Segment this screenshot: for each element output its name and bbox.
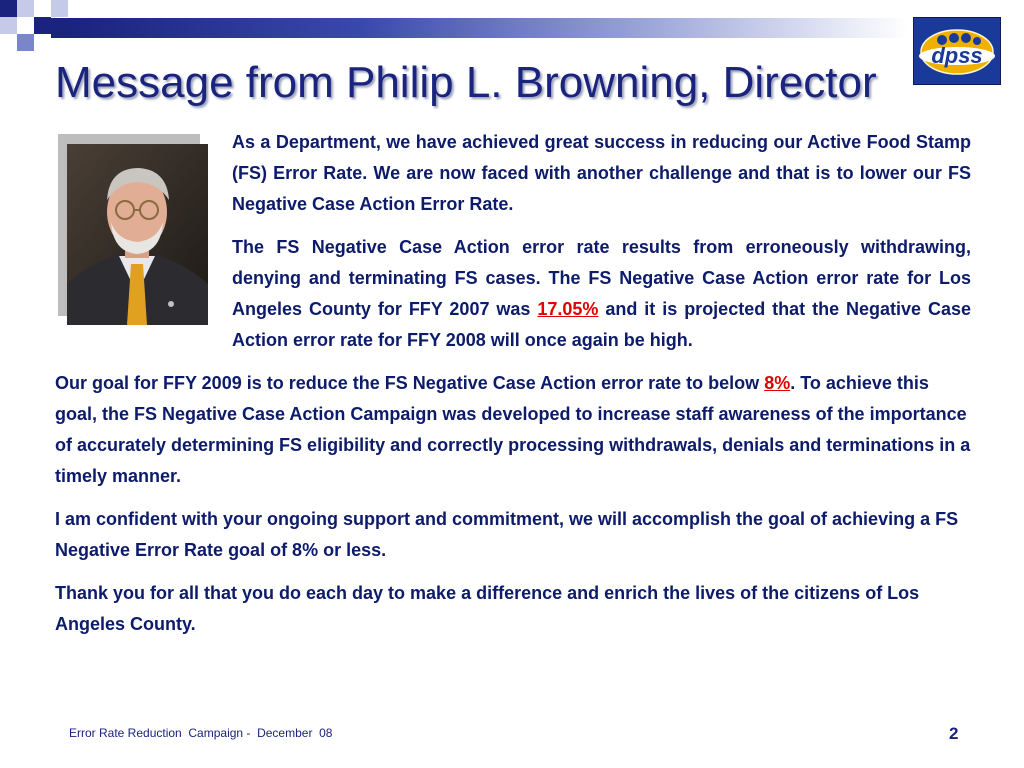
- paragraph-3: [55, 368, 971, 492]
- corner-square: [34, 0, 51, 17]
- slide-footer: Error Rate Reduction Campaign - December 08: [69, 726, 333, 740]
- paragraph-2-text-b: and it is projected that the Negative Case Action error rate for FFY 2008 will once again be high.: [232, 299, 972, 350]
- paragraph-1: As a Department, we have achieved great success in reducing our Active Food Stamp (FS) Error Rate. We are now faced with another challenge and that is to lower our FS Negative Case Action Error Rate.: [232, 132, 971, 214]
- error-rate-2007-highlight: 17.05%: [537, 299, 599, 319]
- corner-square: [0, 0, 17, 17]
- message-body: [55, 127, 971, 652]
- corner-square: [51, 0, 68, 17]
- page-number: 2: [949, 724, 959, 743]
- corner-square: [17, 17, 34, 34]
- goal-rate-highlight: 8%: [764, 373, 791, 393]
- paragraph-2-text-a: The FS Negative Case Action error rate results from erroneously withdrawing, denying and terminating FS cases. The FS Negative Case Action error rate for Los Angeles County for FFY 2007 was: [232, 237, 971, 319]
- paragraph-4: I am confident with your ongoing support and commitment, we will accomplish the goal of achieving a FS Negative Error Rate goal of 8% or less.: [55, 509, 959, 560]
- corner-square: [17, 0, 34, 17]
- corner-square: [34, 17, 51, 34]
- header-bar-cap: [51, 18, 68, 38]
- slide-title: Message from Philip L. Browning, Director: [55, 58, 877, 107]
- paragraph-3-text-b: . To achieve this goal, the FS Negative Case Action Campaign was developed to increase staff awareness of the importance of accurately determining FS eligibility and correctly processing withdrawals, denials and terminations in a timely manner.: [55, 373, 971, 486]
- photo-spacer: [55, 127, 232, 353]
- corner-square: [0, 34, 17, 51]
- corner-square: [17, 34, 34, 51]
- dpss-logo-icon: [913, 17, 1001, 85]
- header-gradient-bar: [68, 18, 908, 38]
- logo-text: dpss: [931, 43, 983, 68]
- paragraph-5: Thank you for all that you do each day to make a difference and enrich the lives of the citizens of Los Angeles County.: [55, 583, 920, 634]
- corner-square: [0, 17, 17, 34]
- paragraph-3-text-a: Our goal for FFY 2009 is to reduce the FS Negative Case Action error rate to below: [55, 373, 765, 393]
